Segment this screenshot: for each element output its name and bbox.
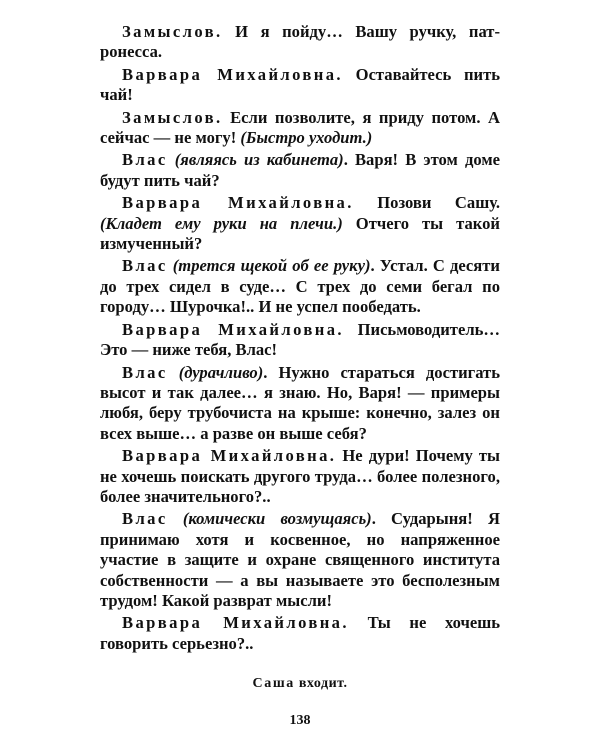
stage-direction: (дурачливо): [178, 362, 264, 382]
stage-direction: (Кладет ему руки на плечи.): [100, 213, 343, 233]
direction-character: Саша: [252, 676, 295, 691]
speaker-name: Варвара Михайловна.: [122, 193, 354, 213]
speech-text: [168, 150, 175, 169]
speech-text: Позови Сашу.: [353, 193, 500, 213]
stage-direction: (являясь из кабинета): [174, 150, 344, 170]
speech-text: [168, 363, 179, 382]
replica: [100, 509, 500, 611]
speaker-name: Влас: [122, 150, 168, 170]
speech-text: [168, 509, 183, 528]
replica: [100, 613, 500, 654]
replica: [100, 320, 500, 361]
replica: [100, 363, 500, 445]
speech-text: Отчего ты такой измученный?: [100, 213, 500, 254]
speech-text: Оставайтесь пить чай!: [100, 64, 500, 105]
replica: [100, 193, 500, 254]
speaker-name: Варвара Михайловна.: [122, 64, 343, 84]
speech-text: . Нужно стараться достигать высот и так далее… я знаю. Но, Варя! — примеры любя, беру трубочиста на крыше: конечно, залез он всех выше… а разве он выше себя?: [100, 362, 500, 443]
speaker-name: Варвара Михайловна.: [122, 446, 337, 466]
speaker-name: Замыслов.: [122, 22, 223, 41]
speech-text: . Варя! В этом доме будут пить чай?: [100, 150, 500, 190]
speech-text: Ты не хочешь говорить серьезно?..: [100, 613, 500, 653]
speaker-name: Влас: [122, 509, 168, 529]
speech-text: . Сударыня! Я принимаю хотя и косвенное, но напряженное участие в защите и охране священного института собственности — а вы называете это бесполезным трудом! Какой разврат мысли!: [100, 509, 500, 610]
speech-text: Не дури! Почему ты не хочешь поискать другого труда… более полезного, более значительного?..: [100, 446, 500, 506]
replica: [100, 446, 500, 507]
speech-text: Письмоводитель… Это — ниже тебя, Влас!: [100, 319, 500, 360]
speaker-name: Варвара Михайловна.: [122, 613, 349, 633]
stage-direction: (комически возмущаясь): [182, 509, 372, 529]
speech-text: И я пойду… Вашу ручку, патронесса.: [100, 22, 500, 62]
speech-text: . Устал. С десяти до трех сидел в суде… С трех до семи бегал по городу… Шурочка!.. И не успел пообедать.: [100, 256, 500, 317]
stage-direction: (трется щекой об ее руку): [172, 256, 371, 276]
speaker-name: Влас: [122, 256, 168, 276]
page-number: 138: [289, 713, 311, 728]
play-text: [100, 22, 500, 654]
direction-action: входит.: [298, 676, 348, 691]
speech-text: Если позволите, я приду потом. А сейчас — не могу!: [100, 107, 500, 148]
replica: [100, 256, 500, 317]
stage-direction: (Быстро уходит.): [240, 128, 373, 148]
speaker-name: Влас: [122, 362, 168, 382]
speaker-name: Варвара Михайловна.: [122, 319, 344, 339]
replica: [100, 65, 500, 106]
replica: [100, 22, 500, 63]
replica: [100, 108, 500, 149]
replica: [100, 150, 500, 191]
stage-direction-entrance: [0, 674, 600, 694]
speaker-name: Замыслов.: [122, 107, 223, 127]
